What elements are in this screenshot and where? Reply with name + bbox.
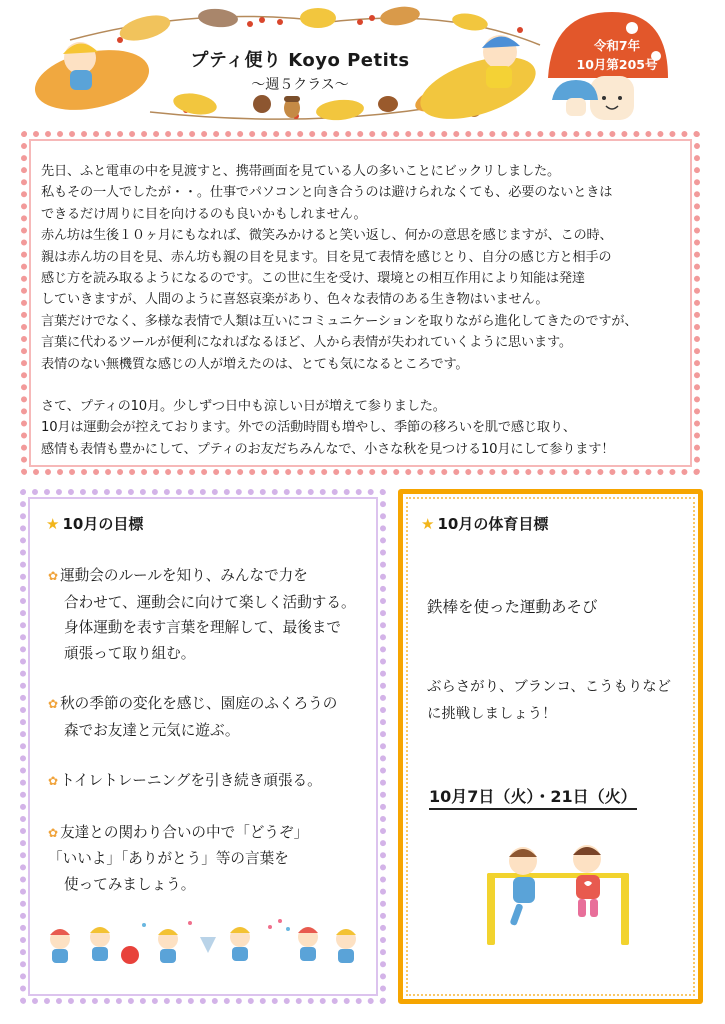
header — [0, 0, 725, 128]
goal-item: ✿ 友達との関わり合いの中で「どうぞ」 「いいよ」「ありがとう」等の言葉を 使ってみましょう。 — [48, 823, 309, 893]
goals-heading: ★ 10月の目標 — [46, 515, 144, 533]
pe-goals-box — [398, 489, 703, 1004]
intro-line: 赤ん坊は生後１０ヶ月にもなれば、微笑みかけると笑い返し、何かの意思を感じますが、この時、 — [41, 228, 613, 244]
intro-line: 先日、ふと電車の中を見渡すと、携帯画面を見ている人の多いことにビックリしました。 — [41, 164, 560, 179]
flower-bullet-icon: ✿ — [48, 569, 59, 583]
intro-line: 表情のない無機質な感じの人が増えたのは、とても気になるところです。 — [41, 356, 469, 372]
intro-line: さて、プティの10月。少しずつ日中も涼しい日が増えて参りました。 — [41, 399, 446, 415]
star-icon: ★ — [46, 515, 60, 533]
intro-line: 10月は運動会が控えております。外での活動時間も増やし、季節の移ろいを肌で感じ取り、 — [41, 420, 576, 436]
intro-line: していきますが、人間のように喜怒哀楽があり、色々な表情のある生き物はいません。 — [41, 292, 549, 308]
intro-message-box — [21, 131, 700, 475]
intro-line: 感情も表情も豊かにして、プティのお友だちみんなで、小さな秋を見つける10月にして参ります！ — [41, 441, 615, 457]
issue-number — [572, 36, 662, 74]
intro-line: 言葉だけでなく、多様な表情で人類は互いにコミュニケーションを取りながら進化してきたのですが、 — [41, 313, 638, 329]
intro-line: 言葉に代わるツールが便利になればなるほど、人から表情が失われていくように思います。 — [41, 335, 572, 351]
issue-no: 10月第205号 — [576, 57, 658, 72]
flower-bullet-icon: ✿ — [48, 774, 59, 788]
sports-day-kids-illustration — [40, 915, 370, 975]
goals-list — [48, 563, 378, 922]
class-subtitle: ～週５クラス～ — [251, 77, 349, 93]
pe-heading: ★ 10月の体育目標 — [421, 515, 549, 533]
goal-item: ✿ トイレトレーニングを引き続き頑張る。 — [48, 772, 322, 789]
monthly-goals-box — [20, 489, 386, 1004]
intro-line: できるだけ周りに目を向けるのも良いかもしれません。 — [41, 206, 367, 222]
pe-description: ぶらさがり、ブランコ、こうもりなど に挑戦しましょう！ — [427, 679, 672, 722]
flower-bullet-icon: ✿ — [48, 697, 59, 711]
goal-item: ✿ 秋の季節の変化を感じ、園庭のふくろうの 森でお友達と元気に遊ぶ。 — [48, 695, 338, 739]
flower-bullet-icon: ✿ — [48, 825, 59, 840]
star-icon: ★ — [421, 515, 435, 533]
intro-line: 感じ方を読み取るようになるのです。この世に生を受け、環境との相互作用により知能は発達 — [41, 271, 585, 287]
newsletter-title: プティ便り Koyo Petits — [190, 50, 410, 71]
iron-bar-kids-illustration — [483, 839, 633, 949]
intro-line: 私もその一人でしたが・・。仕事でパソコンと向き合うのは避けられなくても、必要のないときは — [41, 185, 613, 201]
goal-item: ✿ 運動会のルールを知り、みんなで力を 合わせて、運動会に向けて楽しく活動する。 身体運動を表す言葉を理解して、最後まで 頑張って取り組む。 — [48, 567, 356, 662]
autumn-leaf-icon — [117, 4, 489, 45]
pe-main-goal: 鉄棒を使った運動あそび — [427, 598, 598, 616]
intro-line: 親は赤ん坊の目を見、赤ん坊も親の目を見ます。目を見て表情を感じとり、自分の感じ方と相手の — [41, 249, 612, 265]
pe-dates: 10月7日（火）・21日（火） — [429, 784, 637, 810]
issue-year: 令和7年 — [593, 38, 641, 53]
